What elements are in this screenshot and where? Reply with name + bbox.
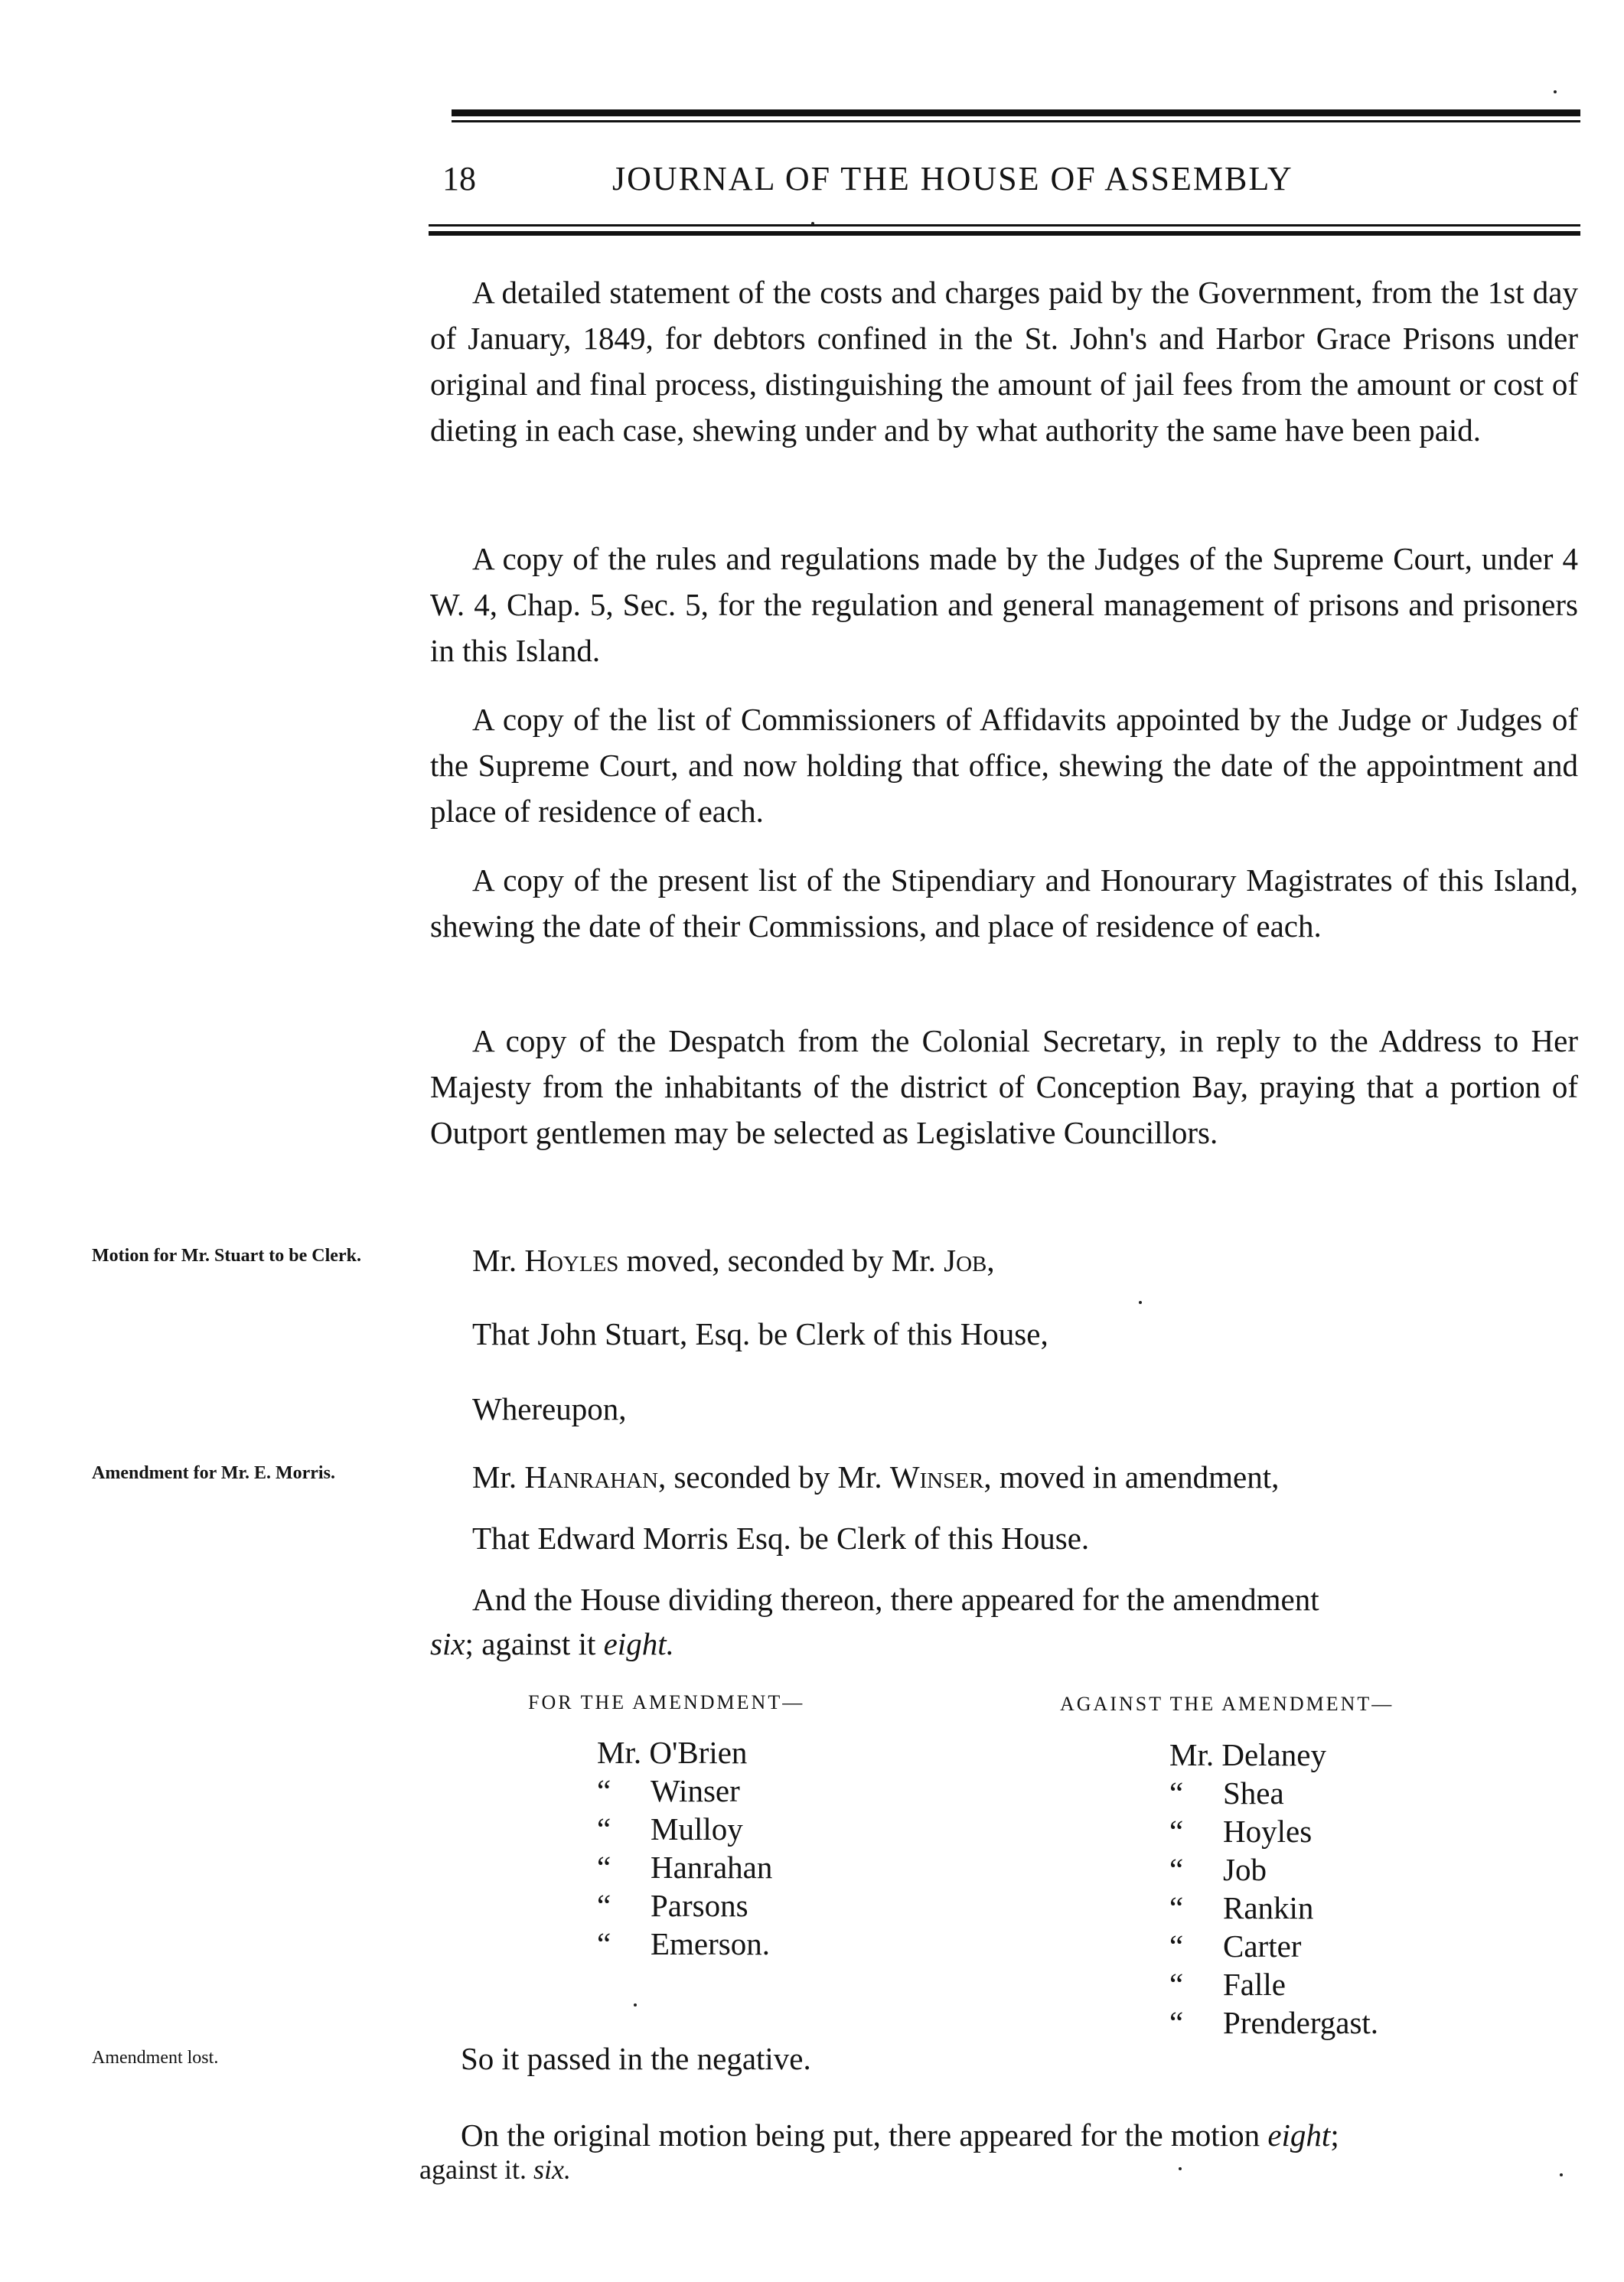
margin-note-motion-stuart: Motion for Mr. Stuart to be Clerk. xyxy=(92,1246,361,1266)
against-name: Job xyxy=(1223,1852,1267,1887)
title-rule-thin xyxy=(429,224,1580,227)
original-motion-line-2 xyxy=(419,2147,571,2192)
original-mid: ; xyxy=(1330,2117,1339,2153)
list-item xyxy=(597,1810,772,1848)
paragraph-debtors-statement: A detailed statement of the costs and charges paid by the Government, from the 1st day of January, 1849, for debtors confined in the St. John's and Harbor Grace Prisons under original and final process, distinguishing the amount of jail fees from the amount or cost of dieting in each case, shewing under and by what authority the same have been paid. xyxy=(430,275,1578,448)
ditto-mark: “ xyxy=(1169,1967,1184,2002)
for-count: six xyxy=(430,1626,465,1661)
amendment-morris-clerk: That Edward Morris Esq. be Clerk of this House. xyxy=(472,1521,1090,1556)
list-item xyxy=(1169,1965,1378,2003)
ditto-mark: “ xyxy=(1169,1890,1184,1925)
ditto-mark: “ xyxy=(597,1850,611,1885)
list-item xyxy=(1169,1889,1378,1927)
mr-label: Mr. xyxy=(472,1243,517,1278)
mover-name: Hoyles xyxy=(524,1243,619,1278)
amendment-hanrahan-line xyxy=(472,1454,1279,1500)
seconder-name: Job xyxy=(944,1243,987,1278)
against-text: ; against it xyxy=(465,1626,596,1661)
print-speck xyxy=(1139,1301,1142,1304)
print-speck xyxy=(634,2003,637,2007)
amendment-end: , moved in amendment, xyxy=(983,1459,1280,1495)
list-item xyxy=(1169,2003,1378,2042)
paragraph-magistrates-list: A copy of the present list of the Stipendiary and Honourary Magistrates of this Island, shewing the date of their Commissions, and place of residence of each. xyxy=(430,862,1578,944)
ditto-mark: “ xyxy=(597,1926,611,1961)
for-name: Mulloy xyxy=(651,1811,743,1847)
running-title: JOURNAL OF THE HOUSE OF ASSEMBLY xyxy=(612,160,1293,197)
against-name-first: Mr. Delaney xyxy=(1169,1737,1326,1772)
whereupon-line: Whereupon, xyxy=(472,1391,627,1426)
original-motion-text: On the original motion being put, there appeared for the motion xyxy=(461,2117,1260,2153)
header-rule-thick xyxy=(452,109,1580,116)
negative-result-line: So it passed in the negative. xyxy=(461,2041,811,2076)
ditto-mark: “ xyxy=(1169,1852,1184,1887)
ditto-mark: “ xyxy=(597,1773,611,1808)
motion-hoyles-line xyxy=(472,1237,995,1283)
mr-label: Mr. xyxy=(472,1459,517,1495)
against-name: Rankin xyxy=(1223,1890,1314,1925)
ditto-mark: “ xyxy=(1169,1814,1184,1849)
seconded-text: moved, seconded by Mr. xyxy=(626,1243,936,1278)
original-against-count: six. xyxy=(533,2154,571,2185)
original-motion-line-1 xyxy=(461,2112,1339,2158)
against-name: Falle xyxy=(1223,1967,1286,2002)
against-count: eight. xyxy=(603,1626,674,1661)
ditto-mark: “ xyxy=(1169,1775,1184,1811)
print-speck xyxy=(1179,2167,1182,2170)
margin-note-amendment-morris: Amendment for Mr. E. Morris. xyxy=(92,1463,335,1483)
division-line-1: And the House dividing thereon, there appeared for the amendment xyxy=(472,1582,1319,1617)
for-name: Emerson. xyxy=(651,1926,770,1961)
for-name: Parsons xyxy=(651,1888,748,1923)
list-item xyxy=(597,1925,772,1963)
paragraph-commissioners-list: A copy of the list of Commissioners of Affidavits appointed by the Judge or Judges of the Supreme Court, and now holding that office, shewing the date of the appointment and place of residence of each. xyxy=(430,702,1578,829)
against-name: Hoyles xyxy=(1223,1814,1313,1849)
ditto-mark: “ xyxy=(597,1888,611,1923)
division-line-2 xyxy=(430,1621,674,1667)
for-name: Hanrahan xyxy=(651,1850,773,1885)
against-amendment-list xyxy=(1169,1736,1378,2042)
seconded-text: , seconded by Mr. xyxy=(657,1459,882,1495)
for-name-first: Mr. O'Brien xyxy=(597,1735,748,1770)
list-item xyxy=(1169,1812,1378,1850)
against-name: Carter xyxy=(1223,1928,1302,1964)
original-for-count: eight xyxy=(1267,2117,1331,2153)
list-item xyxy=(597,1886,772,1925)
for-name: Winser xyxy=(651,1773,740,1808)
motion-stuart-clerk: That John Stuart, Esq. be Clerk of this House, xyxy=(472,1316,1048,1351)
paragraph-prison-rules: A copy of the rules and regulations made by the Judges of the Supreme Court, under 4 W. 4, Chap. 5, Sec. 5, for the regulation and general management of prisons and prisoners in this Island. xyxy=(430,541,1578,668)
print-speck xyxy=(1554,90,1557,93)
for-amendment-list xyxy=(597,1733,772,1963)
list-item xyxy=(1169,1927,1378,1965)
list-item xyxy=(597,1848,772,1886)
paragraph-despatch-copy: A copy of the Despatch from the Colonial Secretary, in reply to the Address to Her Majesty from the inhabitants of the district of Conception Bay, praying that a portion of Outport gentlemen may be selected as Legislative Councillors. xyxy=(430,1023,1578,1150)
ditto-mark: “ xyxy=(1169,2005,1184,2040)
mover-name: Hanrahan xyxy=(524,1459,658,1495)
margin-note-amendment-lost: Amendment lost. xyxy=(92,2048,219,2068)
list-item xyxy=(1169,1850,1378,1889)
original-against-text: against it. xyxy=(419,2154,527,2185)
against-name: Shea xyxy=(1223,1775,1284,1811)
page-number: 18 xyxy=(442,160,476,197)
motion-end: , xyxy=(986,1243,995,1278)
ditto-mark: “ xyxy=(597,1811,611,1847)
seconder-name: Winser xyxy=(889,1459,984,1495)
for-amendment-heading: FOR THE AMENDMENT— xyxy=(528,1691,805,1713)
print-speck xyxy=(1560,2173,1563,2176)
list-item xyxy=(597,1772,772,1810)
title-rule-thick xyxy=(429,231,1580,236)
print-speck xyxy=(811,222,814,225)
list-item xyxy=(1169,1774,1378,1812)
header-rule-thin xyxy=(452,120,1580,122)
against-name: Prendergast. xyxy=(1223,2005,1379,2040)
against-amendment-heading: AGAINST THE AMENDMENT— xyxy=(1060,1693,1394,1715)
ditto-mark: “ xyxy=(1169,1928,1184,1964)
